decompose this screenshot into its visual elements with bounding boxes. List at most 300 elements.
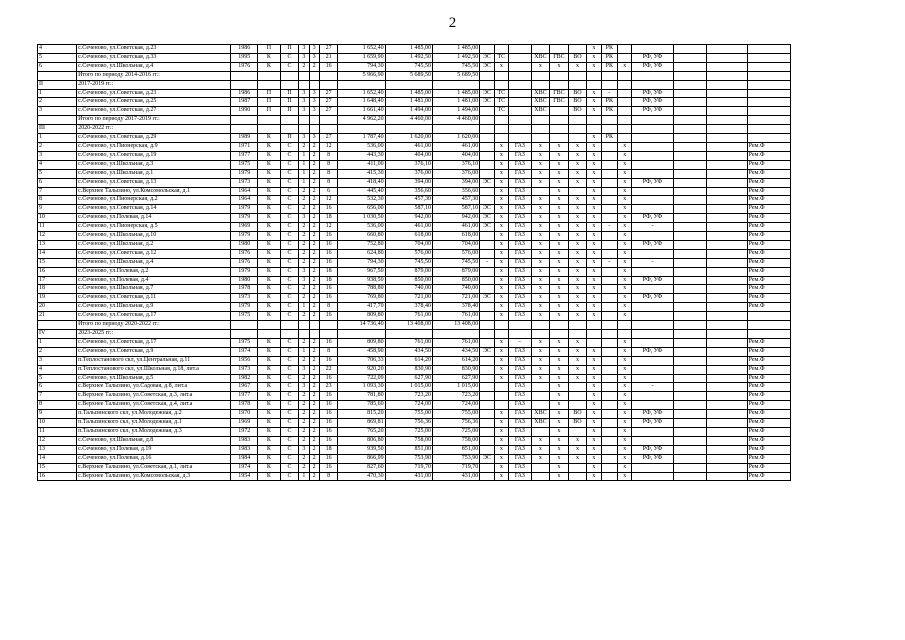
table-cell-entrances: 2 xyxy=(309,267,319,276)
table-row xyxy=(38,142,791,151)
table-cell-area_living: 404,00 xyxy=(385,151,432,160)
table-cell-rem: Рем.Ф xyxy=(747,285,790,294)
table-cell-vo: х xyxy=(550,436,569,445)
table-cell-rf xyxy=(632,365,673,374)
table-cell-hvs: ГАЗ xyxy=(509,445,532,454)
table-cell-blank2 xyxy=(706,178,747,187)
table-cell-gvs xyxy=(531,330,550,339)
table-cell-area_res: 1 492,50 xyxy=(432,53,479,62)
table-cell-blank2 xyxy=(706,427,747,436)
table-cell-es: ЭС xyxy=(480,223,494,232)
table-cell-area_res: 1 494,00 xyxy=(432,107,479,116)
table-cell-area_living: 431,00 xyxy=(385,472,432,481)
table-cell-rem xyxy=(747,98,790,107)
table-cell-v: х xyxy=(568,436,587,445)
table-cell-area_res: 719,70 xyxy=(432,463,479,472)
table-cell-hvs xyxy=(509,98,532,107)
table-cell-type: С xyxy=(280,401,299,410)
table-cell-blank2 xyxy=(706,125,747,134)
table-cell-area_total: 752,80 xyxy=(338,240,385,249)
table-cell-v: х xyxy=(568,258,587,267)
table-cell-type: С xyxy=(280,276,299,285)
table-cell-type: С xyxy=(280,53,299,62)
table-cell-address: с.Сеченово, ул.Школьная, д.1 xyxy=(77,169,231,178)
table-cell-address: Итого по периоду 2014-2016 гг.: xyxy=(77,71,231,80)
table-cell-blank2 xyxy=(706,142,747,151)
table-cell-empty xyxy=(673,142,706,151)
table-cell-vo: х xyxy=(550,267,569,276)
table-cell-rk xyxy=(601,374,617,383)
table-cell-address: с.Сеченово, ул.Школьная, д.4 xyxy=(77,62,231,71)
table-row xyxy=(38,71,791,80)
table-cell-area_res: 457,30 xyxy=(432,196,479,205)
table-cell-entrances: 2 xyxy=(309,303,319,312)
table-cell-empty xyxy=(673,347,706,356)
table-cell-type: С xyxy=(280,436,299,445)
table-cell-v xyxy=(568,401,587,410)
table-cell-x: х xyxy=(587,89,601,98)
table-cell-v: х xyxy=(568,205,587,214)
table-cell-floors: 2 xyxy=(299,142,309,151)
table-cell-floors: 3 xyxy=(299,445,309,454)
table-cell-area_living: 723,20 xyxy=(385,392,432,401)
table-row xyxy=(38,463,791,472)
table-cell-vo: х xyxy=(550,303,569,312)
table-cell-empty xyxy=(673,223,706,232)
table-cell-gvs: ХВС xyxy=(531,419,550,428)
table-cell-n: 11 xyxy=(38,223,77,232)
table-row xyxy=(38,98,791,107)
table-cell-rem: Рем.Ф xyxy=(747,142,790,151)
table-cell-floors: 3 xyxy=(299,214,309,223)
table-cell-vo: х xyxy=(550,312,569,321)
table-cell-area_total: 536,00 xyxy=(338,223,385,232)
table-cell-address: с.Сеченово, ул.Школьная, д.10 xyxy=(77,232,231,241)
housing-table xyxy=(37,44,791,481)
table-cell-blank2 xyxy=(706,267,747,276)
table-cell-entrances: 3 xyxy=(309,98,319,107)
table-cell-rf xyxy=(632,232,673,241)
table-cell-wall: К xyxy=(258,365,281,374)
table-cell-address: с.Сеченово, ул.Полевая, д.14 xyxy=(77,214,231,223)
table-cell-wall: К xyxy=(258,62,281,71)
table-cell-ts: х xyxy=(494,232,508,241)
table-cell-es xyxy=(480,267,494,276)
table-cell-rem: Рем.Ф xyxy=(747,187,790,196)
table-cell-ts: х xyxy=(494,187,508,196)
table-cell-n: 18 xyxy=(38,285,77,294)
table-cell-year: 1973 xyxy=(231,294,258,303)
table-cell-area_living: 721,00 xyxy=(385,294,432,303)
table-cell-hvs: ГАЗ xyxy=(509,214,532,223)
table-cell-rk xyxy=(601,116,617,125)
table-cell-ts: х xyxy=(494,223,508,232)
table-cell-area_living: 394,00 xyxy=(385,178,432,187)
table-cell-wall: П xyxy=(258,45,281,54)
table-cell-area_living: 761,00 xyxy=(385,312,432,321)
table-cell-type: С xyxy=(280,240,299,249)
table-cell-rf xyxy=(632,151,673,160)
table-cell-entrances: 2 xyxy=(309,312,319,321)
table-cell-area_res: 1 015,00 xyxy=(432,383,479,392)
table-cell-rem: Рем.Ф xyxy=(747,267,790,276)
table-cell-blank: х xyxy=(618,160,632,169)
table-cell-blank2 xyxy=(706,392,747,401)
table-cell-es xyxy=(480,134,494,143)
table-cell-gvs xyxy=(531,134,550,143)
table-cell-blank2 xyxy=(706,356,747,365)
table-cell-rf xyxy=(632,312,673,321)
table-cell-blank xyxy=(618,98,632,107)
table-cell-blank: х xyxy=(618,258,632,267)
table-cell-area_living: 376,10 xyxy=(385,160,432,169)
table-cell-hvs: ГАЗ xyxy=(509,276,532,285)
table-row xyxy=(38,249,791,258)
table-cell-type xyxy=(280,125,299,134)
table-cell-vo: х xyxy=(550,419,569,428)
table-cell-es xyxy=(480,427,494,436)
table-cell-v: х xyxy=(568,223,587,232)
table-cell-hvs xyxy=(509,330,532,339)
table-cell-apartments: 27 xyxy=(319,134,338,143)
table-cell-wall: К xyxy=(258,427,281,436)
table-cell-address: 2017-2019 гг.: xyxy=(77,80,231,89)
table-cell-entrances: 2 xyxy=(309,205,319,214)
table-cell-empty xyxy=(673,80,706,89)
page-number: 2 xyxy=(448,15,457,31)
table-cell-area_res: 725,00 xyxy=(432,427,479,436)
table-cell-area_total: 5 966,90 xyxy=(338,71,385,80)
table-cell-gvs: х xyxy=(531,178,550,187)
table-cell-type: С xyxy=(280,356,299,365)
table-cell-apartments: 16 xyxy=(319,410,338,419)
table-cell-gvs xyxy=(531,472,550,481)
table-cell-rf xyxy=(632,116,673,125)
table-cell-n: 8 xyxy=(38,401,77,410)
table-cell-entrances: 2 xyxy=(309,356,319,365)
table-cell-gvs: х xyxy=(531,249,550,258)
table-cell-vo: х xyxy=(550,383,569,392)
table-cell-area_living: 830,90 xyxy=(385,365,432,374)
table-cell-rk: РК xyxy=(601,98,617,107)
table-cell-x: х xyxy=(587,383,601,392)
table-cell-x: х xyxy=(587,214,601,223)
table-cell-hvs: ГАЗ xyxy=(509,285,532,294)
table-cell-x: х xyxy=(587,249,601,258)
table-cell-hvs: - xyxy=(509,338,532,347)
table-cell-entrances: 2 xyxy=(309,294,319,303)
table-cell-apartments: 16 xyxy=(319,356,338,365)
table-cell-area_res: 461,00 xyxy=(432,223,479,232)
table-cell-type: С xyxy=(280,178,299,187)
table-cell-empty xyxy=(673,383,706,392)
table-cell-hvs: ГАЗ xyxy=(509,160,532,169)
table-cell-apartments: 8 xyxy=(319,160,338,169)
table-cell-rf xyxy=(632,134,673,143)
table-cell-rem xyxy=(747,89,790,98)
table-cell-rem xyxy=(747,62,790,71)
table-cell-n: 3 xyxy=(38,107,77,116)
table-cell-x: х xyxy=(587,392,601,401)
table-cell-es xyxy=(480,80,494,89)
table-cell-year: 1973 xyxy=(231,365,258,374)
table-cell-area_total: 809,80 xyxy=(338,312,385,321)
table-cell-vo xyxy=(550,134,569,143)
table-cell-address: с.Сеченово, ул.Советская, д.12 xyxy=(77,249,231,258)
table-cell-v: х xyxy=(568,445,587,454)
table-cell-x: х xyxy=(587,53,601,62)
table-cell-hvs xyxy=(509,53,532,62)
table-cell-blank2 xyxy=(706,205,747,214)
table-cell-floors: 2 xyxy=(299,463,309,472)
table-cell-es xyxy=(480,196,494,205)
table-cell-hvs: ГАЗ xyxy=(509,383,532,392)
table-cell-type: П xyxy=(280,98,299,107)
table-cell-n: III xyxy=(38,125,77,134)
table-cell-wall: К xyxy=(258,312,281,321)
table-cell-area_res: 5 689,50 xyxy=(432,71,479,80)
table-cell-address: с.Сеченово, ул.Советская, д.23 xyxy=(77,45,231,54)
table-cell-year: 1982 xyxy=(231,374,258,383)
table-cell-es xyxy=(480,392,494,401)
table-cell-es xyxy=(480,436,494,445)
table-cell-apartments: 12 xyxy=(319,142,338,151)
table-cell-blank: х xyxy=(618,410,632,419)
table-cell-apartments: 21 xyxy=(319,53,338,62)
table-cell-address: с.Верхнее Талызино, ул.Советская, д.3, лит.а xyxy=(77,392,231,401)
table-cell-hvs: ГАЗ xyxy=(509,419,532,428)
table-cell-blank2 xyxy=(706,214,747,223)
table-cell-area_res: 723,20 xyxy=(432,392,479,401)
table-cell-entrances xyxy=(309,80,319,89)
table-cell-rk xyxy=(601,151,617,160)
table-row xyxy=(38,232,791,241)
table-cell-x: х xyxy=(587,294,601,303)
table-cell-vo: х xyxy=(550,427,569,436)
table-cell-area_total: 781,80 xyxy=(338,392,385,401)
table-cell-area_total: 920,20 xyxy=(338,365,385,374)
table-cell-ts: х xyxy=(494,276,508,285)
table-cell-floors: 2 xyxy=(299,187,309,196)
table-cell-vo xyxy=(550,330,569,339)
table-cell-x: х xyxy=(587,365,601,374)
table-cell-area_res: 851,00 xyxy=(432,445,479,454)
table-cell-rem xyxy=(747,321,790,330)
table-cell-hvs: ГАЗ xyxy=(509,427,532,436)
table-cell-vo: х xyxy=(550,196,569,205)
table-row xyxy=(38,365,791,374)
table-row xyxy=(38,53,791,62)
table-cell-vo xyxy=(550,125,569,134)
table-cell-rk xyxy=(601,303,617,312)
table-cell-entrances: 2 xyxy=(309,169,319,178)
table-cell-vo: х xyxy=(550,445,569,454)
table-cell-area_living: 4 460,00 xyxy=(385,116,432,125)
table-cell-address: с.Сеченово, ул.Советская, д.9 xyxy=(77,347,231,356)
table-cell-ts xyxy=(494,71,508,80)
table-cell-area_living: 618,00 xyxy=(385,232,432,241)
table-cell-wall: К xyxy=(258,178,281,187)
table-cell-rf xyxy=(632,160,673,169)
table-cell-area_res xyxy=(432,80,479,89)
table-cell-rem xyxy=(747,330,790,339)
table-row xyxy=(38,45,791,54)
table-cell-ts: х xyxy=(494,267,508,276)
table-cell-gvs: х xyxy=(531,445,550,454)
table-cell-v xyxy=(568,134,587,143)
table-cell-floors: 2 xyxy=(299,62,309,71)
table-cell-empty xyxy=(673,312,706,321)
table-cell-address: с.Сеченово, ул.Школьная, д.3 xyxy=(77,160,231,169)
table-cell-area_res: 830,90 xyxy=(432,365,479,374)
table-cell-es xyxy=(480,410,494,419)
table-cell-area_res: 721,00 xyxy=(432,294,479,303)
table-cell-ts xyxy=(494,321,508,330)
table-cell-area_total: 1 652,40 xyxy=(338,89,385,98)
table-cell-hvs: ГАЗ xyxy=(509,267,532,276)
table-cell-blank: х xyxy=(618,187,632,196)
table-cell-wall xyxy=(258,330,281,339)
table-cell-ts xyxy=(494,383,508,392)
table-cell-wall: К xyxy=(258,303,281,312)
table-cell-rem: Рем.Ф xyxy=(747,374,790,383)
table-cell-empty xyxy=(673,232,706,241)
table-cell-year: 1969 xyxy=(231,223,258,232)
table-cell-apartments: 27 xyxy=(319,89,338,98)
table-cell-floors: 3 xyxy=(299,365,309,374)
table-cell-blank xyxy=(618,116,632,125)
table-cell-es: ЭС xyxy=(480,89,494,98)
table-cell-wall: К xyxy=(258,356,281,365)
table-cell-blank: х xyxy=(618,276,632,285)
table-cell-year: 1967 xyxy=(231,383,258,392)
table-cell-blank2 xyxy=(706,445,747,454)
table-cell-blank2 xyxy=(706,62,747,71)
table-cell-rf: РФ, УФ xyxy=(632,276,673,285)
table-cell-x: х xyxy=(587,62,601,71)
table-cell-v: ВО xyxy=(568,419,587,428)
table-cell-rf xyxy=(632,249,673,258)
table-cell-address: с.Сеченово, ул.Советская, д.11 xyxy=(77,294,231,303)
table-cell-area_living: 725,00 xyxy=(385,427,432,436)
table-cell-type: С xyxy=(280,223,299,232)
table-cell-address: с.Сеченово, ул.Полевая, д.16 xyxy=(77,454,231,463)
table-cell-v xyxy=(568,125,587,134)
table-cell-blank2 xyxy=(706,151,747,160)
table-cell-address: п.Теплостанового скл, ул.Школьная, д.18, лит.а xyxy=(77,365,231,374)
table-cell-empty xyxy=(673,427,706,436)
table-cell-area_res: 724,00 xyxy=(432,401,479,410)
table-cell-x: х xyxy=(587,472,601,481)
table-cell-vo: х xyxy=(550,178,569,187)
table-cell-year: 1979 xyxy=(231,303,258,312)
table-cell-blank: х xyxy=(618,214,632,223)
table-cell-area_living: 576,00 xyxy=(385,249,432,258)
table-cell-gvs xyxy=(531,392,550,401)
table-cell-rf xyxy=(632,401,673,410)
table-cell-x xyxy=(587,80,601,89)
table-cell-year: 1964 xyxy=(231,187,258,196)
table-cell-area_living xyxy=(385,80,432,89)
table-cell-rem xyxy=(747,116,790,125)
table-cell-rem: Рем.Ф xyxy=(747,223,790,232)
table-cell-rem: Рем.Ф xyxy=(747,347,790,356)
table-cell-area_living: 761,00 xyxy=(385,338,432,347)
table-cell-x xyxy=(587,125,601,134)
table-cell-empty xyxy=(673,187,706,196)
table-row xyxy=(38,410,791,419)
table-cell-v: х xyxy=(568,151,587,160)
table-cell-address: с.Сеченово, ул.Советская, д.29 xyxy=(77,134,231,143)
table-cell-area_living: 745,50 xyxy=(385,258,432,267)
table-cell-ts: х xyxy=(494,347,508,356)
table-cell-blank: х xyxy=(618,142,632,151)
table-cell-empty xyxy=(673,169,706,178)
table-cell-rk xyxy=(601,178,617,187)
table-cell-rem xyxy=(747,125,790,134)
table-cell-v: х xyxy=(568,338,587,347)
table-cell-n: 4 xyxy=(38,160,77,169)
table-cell-gvs: х xyxy=(531,285,550,294)
table-cell-area_res: 740,00 xyxy=(432,285,479,294)
table-cell-rk xyxy=(601,436,617,445)
table-cell-area_living: 724,00 xyxy=(385,401,432,410)
table-cell-rf xyxy=(632,196,673,205)
table-cell-ts: х xyxy=(494,312,508,321)
table-cell-empty xyxy=(673,463,706,472)
table-cell-gvs xyxy=(531,383,550,392)
table-cell-address: п.Талызинского скл, ул.Молодежная, д.3 xyxy=(77,427,231,436)
table-cell-v: х xyxy=(568,303,587,312)
table-cell-type: С xyxy=(280,419,299,428)
table-cell-floors: 2 xyxy=(299,294,309,303)
table-cell-n xyxy=(38,321,77,330)
table-cell-area_living: 457,30 xyxy=(385,196,432,205)
table-cell-area_res: 1 481,00 xyxy=(432,98,479,107)
table-cell-entrances: 2 xyxy=(309,410,319,419)
table-cell-es xyxy=(480,232,494,241)
table-cell-area_living: 753,90 xyxy=(385,454,432,463)
table-cell-rf xyxy=(632,285,673,294)
table-cell-empty xyxy=(673,436,706,445)
table-cell-hvs: ГАЗ xyxy=(509,312,532,321)
table-cell-blank xyxy=(618,45,632,54)
table-cell-address: с.Верхнее Талызино, ул.Комсомольская, д.1 xyxy=(77,187,231,196)
table-cell-address: с.Сеченово, ул.Школьная, д.5 xyxy=(77,374,231,383)
table-cell-es xyxy=(480,321,494,330)
table-cell-es xyxy=(480,445,494,454)
table-cell-rk xyxy=(601,330,617,339)
table-cell-apartments xyxy=(319,330,338,339)
table-cell-address: с.Сеченово, ул.Пионерская, д.5 xyxy=(77,223,231,232)
table-row xyxy=(38,62,791,71)
table-cell-gvs xyxy=(531,80,550,89)
table-cell-type: С xyxy=(280,214,299,223)
table-cell-area_res: 879,00 xyxy=(432,267,479,276)
table-cell-apartments: 27 xyxy=(319,45,338,54)
table-row xyxy=(38,80,791,89)
table-cell-rem: Рем.Ф xyxy=(747,427,790,436)
table-cell-blank2 xyxy=(706,45,747,54)
table-cell-entrances: 3 xyxy=(309,89,319,98)
table-cell-year: 1976 xyxy=(231,62,258,71)
table-cell-v xyxy=(568,80,587,89)
table-cell-ts: х xyxy=(494,285,508,294)
table-cell-area_res: 942,00 xyxy=(432,214,479,223)
table-cell-entrances: 2 xyxy=(309,142,319,151)
table-cell-entrances: 2 xyxy=(309,62,319,71)
table-cell-area_res: 627,90 xyxy=(432,374,479,383)
